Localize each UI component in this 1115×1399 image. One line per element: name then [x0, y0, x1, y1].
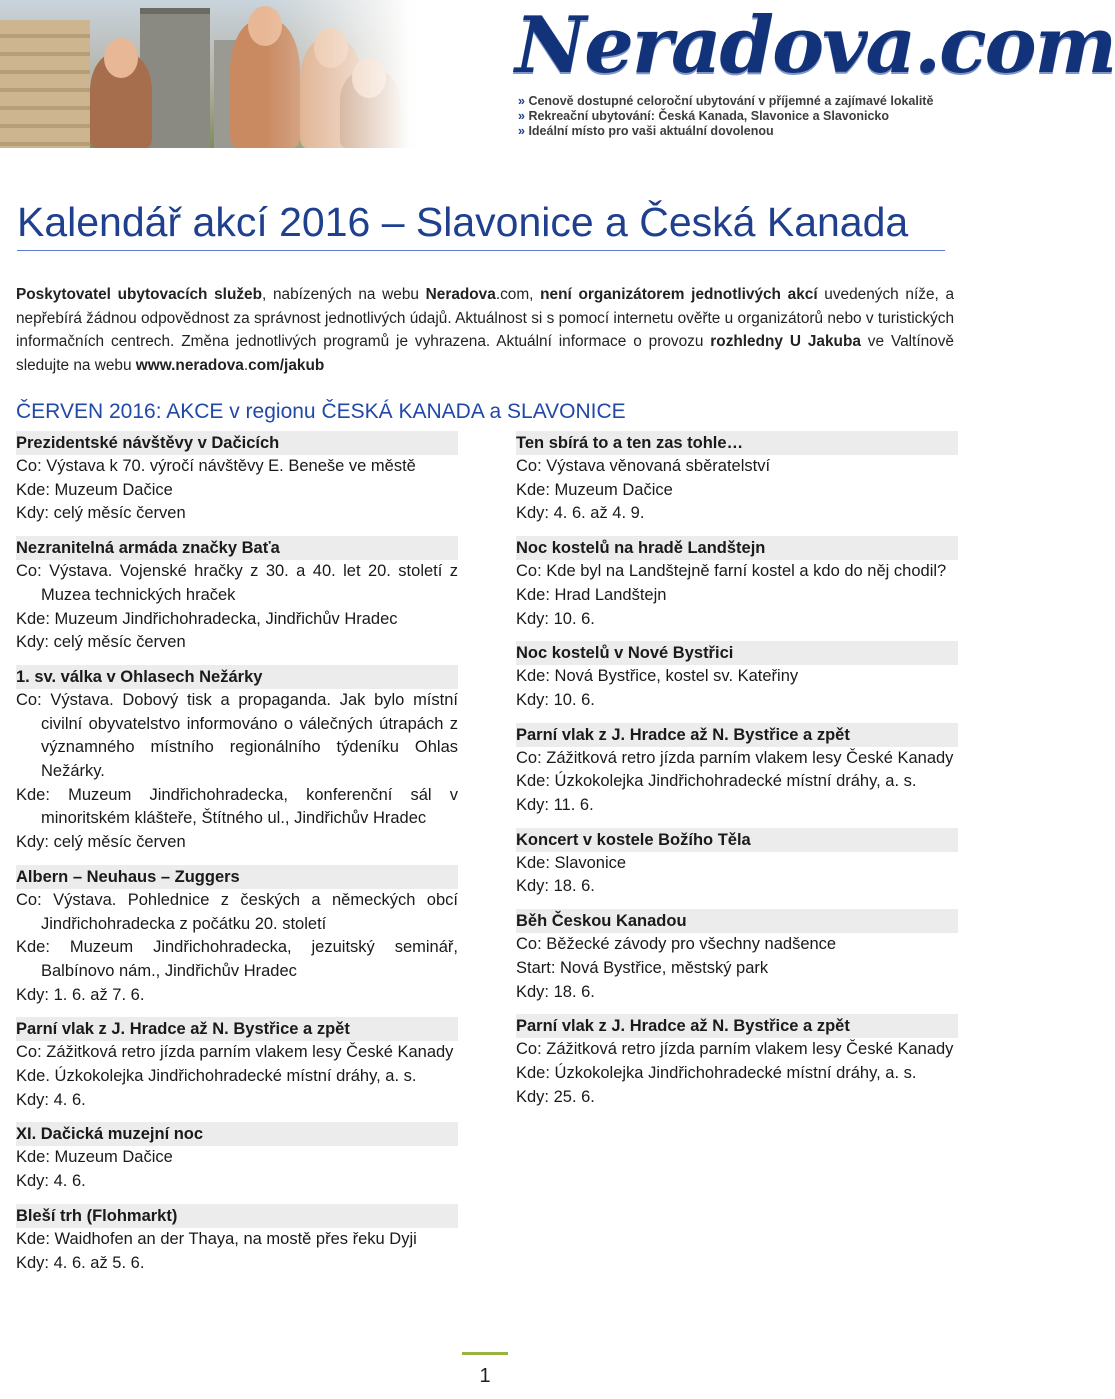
event-entry [16, 1017, 458, 1112]
event-entry [516, 431, 958, 526]
site-logo: Neradova.com [515, 0, 1115, 91]
event-detail: Co: Výstava. Vojenské hračky z 30. a 40. let 20. století z Muzea technických hraček [16, 562, 458, 604]
month-heading: ČERVEN 2016: AKCE v regionu ČESKÁ KANADA a SLAVONICE [16, 400, 626, 423]
event-detail: Kde: Muzeum Jindřichohradecka, konferenční sál v minoritském klášteře, Štítného ul., Jindřichův Hradec [16, 785, 458, 828]
event-detail: Kde: Muzeum Dačice [16, 1148, 173, 1167]
face-image [248, 6, 282, 46]
houses-image [0, 20, 90, 148]
event-title: Noc kostelů na hradě Landštejn [516, 536, 958, 560]
event-detail: Kdy: 18. 6. [516, 982, 595, 1001]
face-image [352, 58, 386, 98]
event-detail: Co: Zážitková retro jízda parním vlakem lesy České Kanady [16, 1043, 454, 1062]
event-entry [516, 641, 958, 712]
event-detail: Co: Výstava. Dobový tisk a propaganda. Jak bylo místní civilní obyvatelstvo informováno o válečných útrapách z významného místního regionálního týdeníku Ohlas Nežárky. [16, 690, 458, 781]
event-entry [16, 536, 458, 655]
tagline-1: » Cenově dostupné celoroční ubytování v příjemné a zajímavé lokalitě [518, 94, 934, 108]
event-detail: Kdy: 4. 6. [16, 1090, 86, 1109]
face-image [104, 38, 138, 78]
event-detail: Kdy: 18. 6. [516, 877, 595, 896]
intro-bold: Poskytovatel ubytovacích služeb [16, 286, 263, 303]
event-entry [16, 1204, 458, 1275]
event-entry [516, 723, 958, 818]
event-title: Albern – Neuhaus – Zuggers [16, 865, 458, 889]
intro-text: , nabízených na webu [262, 286, 426, 303]
event-detail: Kde: Úzkokolejka Jindřichohradecké místní dráhy, a. s. [516, 772, 917, 791]
event-entry [516, 536, 958, 631]
event-detail: Co: Zážitková retro jízda parním vlakem lesy České Kanady [516, 1040, 954, 1059]
event-detail: Kdy: 10. 6. [516, 609, 595, 628]
event-detail: Kde: Slavonice [516, 853, 627, 872]
event-entry [516, 1014, 958, 1109]
event-detail: Kdy: celý měsíc červen [16, 633, 186, 652]
arrow-icon: » [518, 109, 529, 123]
event-title: Bleší trh (Flohmarkt) [16, 1204, 458, 1228]
website-link[interactable]: com/jakub [248, 356, 325, 374]
event-detail: Kde: Muzeum Jindřichohradecka, Jindřichův Hradec [16, 609, 398, 628]
event-title: Prezidentské návštěvy v Dačicích [16, 431, 458, 455]
event-detail: Kdy: 4. 6. až 5. 6. [16, 1253, 145, 1272]
event-detail: Kdy: 1. 6. až 7. 6. [16, 985, 145, 1004]
event-detail: Kde: Muzeum Jindřichohradecka, jezuitský seminář, Balbínovo nám., Jindřichův Hradec [16, 938, 458, 980]
disclaimer-paragraph [16, 283, 954, 377]
events-column-left [16, 431, 458, 1285]
intro-text: ve Valtínově sledujte na webu [16, 333, 954, 374]
intro-bold: Neradova [425, 286, 496, 303]
event-entry [16, 431, 458, 526]
event-detail: Co: Běžecké závody pro všechny nadšence [516, 935, 837, 954]
arrow-icon: » [518, 94, 529, 108]
event-detail: Kde: Hrad Landštejn [516, 585, 667, 604]
intro-text: uvedených níže, a nepřebírá žádnou odpovědnost za správnost jednotlivých údajů. Aktuálnost si s pomocí internetu ověřte u organizátorů nebo v turistických informačních centrech. Změna jednotlivých programů je vyhrazena. Aktuální informace o provozu [16, 286, 955, 351]
event-entry [16, 665, 458, 855]
event-detail: Co: Výstava věnovaná sběratelství [516, 457, 771, 475]
website-link[interactable]: www.neradova [135, 356, 244, 374]
event-title: 1. sv. válka v Ohlasech Nežárky [16, 665, 458, 689]
event-detail: Kde: Úzkokolejka Jindřichohradecké místní dráhy, a. s. [516, 1063, 917, 1082]
event-title: Koncert v kostele Božího Těla [516, 828, 958, 852]
event-title: Běh Českou Kanadou [516, 909, 958, 933]
intro-text: . [243, 356, 249, 374]
header-taglines [518, 94, 948, 139]
event-title: Parní vlak z J. Hradce až N. Bystřice a zpět [516, 723, 958, 747]
event-detail: Co: Výstava k 70. výročí návštěvy E. Beneše ve městě [16, 457, 416, 475]
tagline-3: » Ideální místo pro vaši aktuální dovolenou [518, 124, 774, 138]
event-detail: Kdy: 4. 6. [16, 1172, 86, 1191]
header-banner [0, 0, 1115, 148]
event-detail: Start: Nová Bystřice, městský park [516, 958, 769, 977]
event-detail: Kdy: 4. 6. až 4. 9. [516, 504, 645, 523]
event-detail: Kdy: 25. 6. [516, 1087, 595, 1106]
event-title: Parní vlak z J. Hradce až N. Bystřice a zpět [16, 1017, 458, 1041]
intro-text: .com, [495, 286, 541, 303]
intro-bold: není organizátorem jednotlivých akcí [540, 286, 818, 303]
event-title: Nezranitelná armáda značky Baťa [16, 536, 458, 560]
event-title: Parní vlak z J. Hradce až N. Bystřice a zpět [516, 1014, 958, 1038]
event-detail: Kde: Muzeum Dačice [516, 480, 673, 499]
event-detail: Kdy: 11. 6. [516, 796, 594, 815]
events-column-right [516, 431, 958, 1119]
event-detail: Kde: Nová Bystřice, kostel sv. Kateřiny [516, 667, 799, 686]
event-title: Ten sbírá to a ten zas tohle… [516, 431, 958, 455]
event-detail: Kdy: celý měsíc červen [16, 504, 186, 523]
event-detail: Kde: Muzeum Dačice [16, 480, 173, 499]
event-title: XI. Dačická muzejní noc [16, 1122, 458, 1146]
arrow-icon: » [518, 124, 529, 138]
title-underline [17, 250, 945, 251]
face-image [314, 28, 348, 68]
event-detail: Kdy: celý měsíc červen [16, 833, 186, 852]
event-detail: Kdy: 10. 6. [516, 690, 595, 709]
event-entry [516, 909, 958, 1004]
event-detail: Kde. Úzkokolejka Jindřichohradecké místní dráhy, a. s. [16, 1067, 417, 1086]
tagline-2: » Rekreační ubytování: Česká Kanada, Slavonice a Slavonicko [518, 109, 890, 123]
page-number: 1 [462, 1352, 508, 1399]
event-detail: Co: Zážitková retro jízda parním vlakem lesy České Kanady [516, 748, 954, 767]
event-entry [16, 1122, 458, 1193]
page-title: Kalendář akcí 2016 – Slavonice a Česká Kanada [17, 199, 909, 245]
event-entry [516, 828, 958, 899]
event-title: Noc kostelů v Nové Bystřici [516, 641, 958, 665]
intro-bold: rozhledny U Jakuba [710, 333, 861, 351]
event-detail: Kde: Waidhofen an der Thaya, na mostě přes řeku Dyji [16, 1229, 417, 1248]
event-detail: Co: Výstava. Pohlednice z českých a německých obcí Jindřichohradecka z počátku 20. století [16, 890, 458, 933]
header-photo [0, 0, 410, 148]
event-entry [16, 865, 458, 1008]
event-detail: Co: Kde byl na Landštejně farní kostel a kdo do něj chodil? [516, 562, 947, 581]
